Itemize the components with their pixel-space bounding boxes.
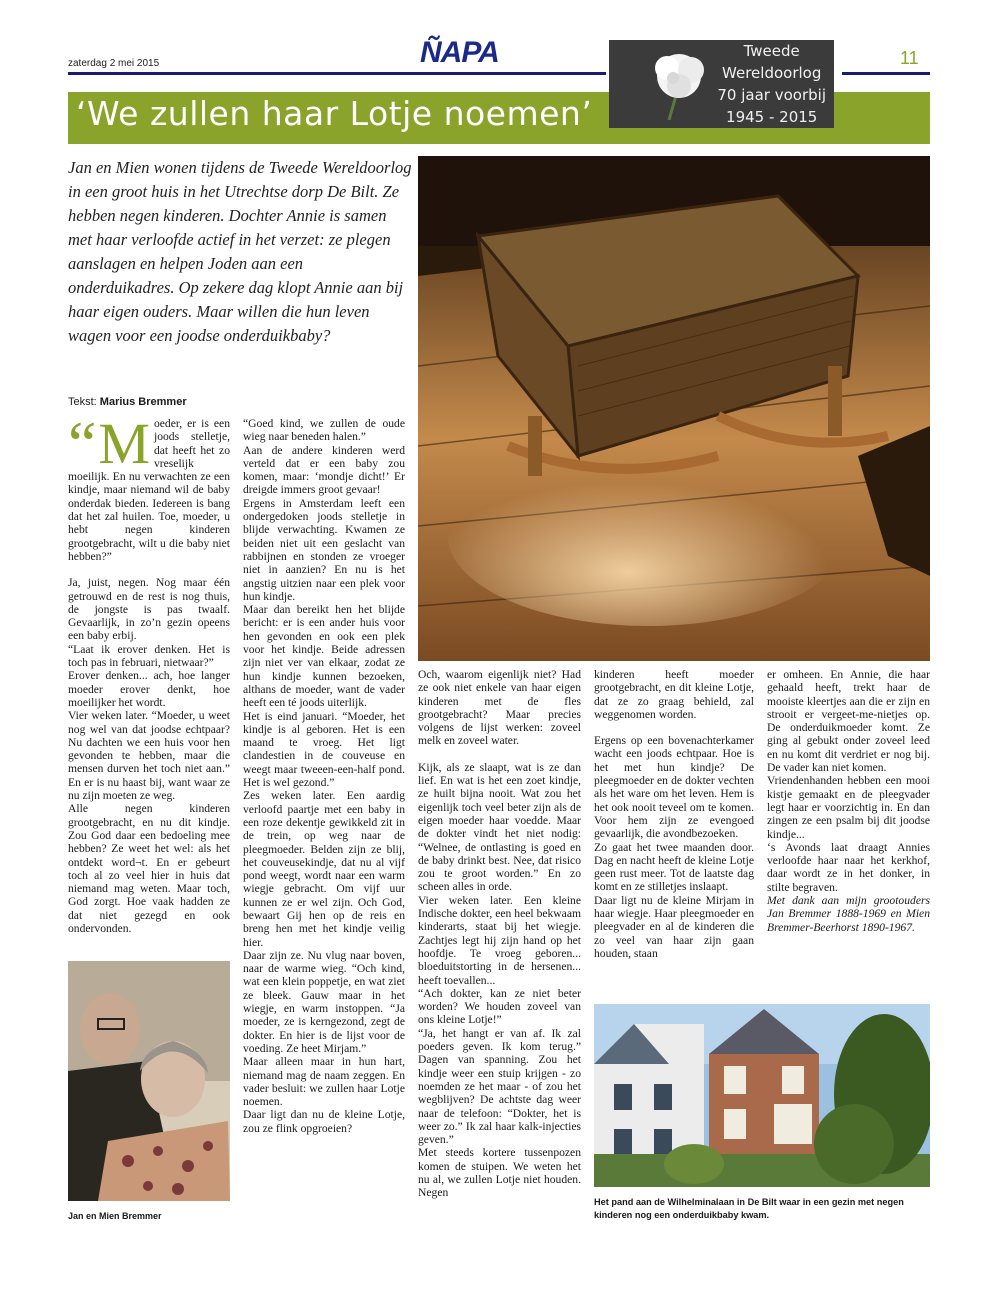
paragraph: oeder, er is een joods stelletje, dat heeft het zo vreselijk moeilijk. En nu verwachten ze een kindje, maar niemand wil de baby onderdak bieden. Iedereen is bang dat het zal huilen. Toe, moeder, u hebt negen kinderen grootgebracht, wilt u die baby niet hebben?” [68, 417, 230, 563]
paragraph: Kijk, als ze slaapt, wat is ze dan lief. En wat is het een zoet kindje, ze huilt bijna nooit. Wat zou het eigenlijk toch veel beter zijn als de eigen moeder haar voedde. Maar de dokter vindt het niet nodig: “Welnee, de ontlasting is goed en de baby drinkt best. Nee, dat risico zou te groot worden.” En zo scheen alles in orde. [418, 760, 581, 894]
byline-author: Marius Bremmer [99, 396, 187, 408]
article-column-4 [594, 668, 754, 960]
paragraph: Vier weken later. Een kleine Indische dokter, een heel bekwaam kinderarts, staat bij het wiegje. Zachtjes legt hij zijn hand op het hoofdje. Te vroeg geboren... bloeduitstorting in de hersenen... heeft toevallen... [418, 893, 581, 987]
article-intro: Jan en Mien wonen tijdens de Tweede Wereldoorlog in een groot huis in het Utrechtse dorp De Bilt. Ze hebben negen kinderen. Dochter Annie is samen met haar verloofde actief in het verzet: ze plegen aanslagen en helpen Joden aan een onderduikadres. Op zekere dag klopt Annie aan bij haar eigen ouders. Maar willen die hun leven wagen voor een joodse onderduikbaby? [68, 158, 412, 345]
paragraph: Met steeds kortere tussenpozen komen de stuipen. We weten het nu al, we zullen Lotje niet houden. Negen [418, 1146, 581, 1200]
paragraph: “Ja, het hangt er van af. Ik zal poeders geven. Ik kom terug.” Dagen van spanning. Zou het kindje weer een stuip krijgen - zo noemden ze het maar - of zou het wegblijven? De achtste dag weer naar de telefoon: “Dokter, het is weer zo.” Ik zal haar kalk-injecties geven.” [418, 1026, 581, 1147]
badge-line-2: Wereldoorlog [722, 64, 822, 82]
paragraph: Daar ligt dan nu de kleine Lotje, zou ze flink opgroeien? [243, 1108, 405, 1135]
couple-photo [68, 961, 230, 1201]
article-title: ‘We zullen haar Lotje noemen’ [76, 94, 593, 133]
article-column-2 [243, 417, 405, 1135]
article-column-3 [418, 668, 581, 1200]
paragraph: Maar dan bereikt hen het blijde bericht: er is een ander huis voor hen gevonden en ook een plek voor het kindje. Beide adressen zijn niet ver van elkaar, zodat ze hun kindje kunnen bezoeken, althans de moeder, want de vader heeft een té joods uiterlijk. [243, 603, 405, 710]
paragraph: Zes weken later. Een aardig verloofd paartje met een baby in een roze dekentje gewikkeld zit in de trein, op weg naar de pleegmoeder. Belden zijn ze blij, het couveusekindje, dat nu al vijf pond weegt, wordt naar een warm wiegje gebracht. Om vijf uur kunnen ze er wel zijn. Och God, bewaart Gij hen op de reis en breng hen met het kindje veilig hier. [243, 789, 405, 949]
house-caption: Het pand aan de Wilhelminalaan in De Bilt waar in een gezin met negen kinderen nog een onderduikbaby kwam. [594, 1197, 904, 1220]
article-column-1 [68, 408, 230, 935]
badge-line-1: Tweede [743, 42, 800, 60]
paragraph: kinderen heeft moeder grootgebracht, en dit kleine Lotje, dat ze zo graag behield, zal weggenomen worden. [594, 668, 754, 721]
dropcap-letter: M [98, 411, 150, 476]
paragraph: “Laat ik erover denken. Het is toch pas in februari, nietwaar?” [68, 642, 230, 670]
byline-label: Tekst: [68, 396, 97, 408]
cradle-photo [418, 156, 930, 661]
paragraph: “Ach dokter, kan ze niet beter worden? We houden zoveel van ons kleine Lotje!” [418, 986, 581, 1027]
couple-caption: Jan en Mien Bremmer [68, 1211, 162, 1221]
paragraph: er omheen. En Annie, die haar gehaald heeft, trekt haar de mooiste kleertjes aan die er zijn en strooit er vergeet-me-nietjes op. De onderduikmoeder komt. Ze ging al gebukt onder zoveel leed en nu komt dit verdriet er nog bij. De vader kan niet komen. [767, 668, 930, 775]
paragraph: Maar alleen maar in hun hart, niemand mag de naam zeggen. En vader besluit: we zullen haar Lotje noemen. [243, 1055, 405, 1109]
house-photo [594, 1004, 930, 1187]
paragraph: Ergens in Amsterdam leeft een ondergedoken joods stelletje in blijde verwachting. Kwamen ze beiden niet uit een geslacht van rabbijnen en stonden ze vroeger niet in aanzien? En nu is het angstig uitzien naar een plek voor hun kindje. [243, 496, 405, 603]
paragraph: Daar ligt nu de kleine Mirjam in haar wiegje. Haar pleegmoeder en pleegvader en al de kinderen die zo veel van haar zijn gaan houden, staan [594, 893, 754, 960]
dropcap-quote: “ [68, 408, 97, 479]
byline [68, 396, 187, 408]
acknowledgement: Met dank aan mijn grootouders Jan Bremmer 1888-1969 en Mien Bremmer-Beerhorst 1890-1967. [767, 894, 930, 934]
paragraph: Zo gaat het twee maanden door. Dag en nacht heeft de kleine Lotje geen rust meer. Tot de laatste dag komt en ze stilletjes inslaapt. [594, 840, 754, 894]
paragraph: Ergens op een bovenachterkamer wacht een joods echtpaar. Hoe is het met hun kindje? De pleegmoeder en de dokter vechten als het ware om het leven. Hem is het ook nooit teveel om te komen. Voor hem zijn ze evengoed gevaarlijk, die avondbezoeken. [594, 734, 754, 841]
paragraph: “Goed kind, we zullen de oude wieg naar beneden halen.” [243, 417, 405, 444]
issue-date: zaterdag 2 mei 2015 [68, 58, 160, 69]
paragraph: ‘s Avonds laat draagt Annies verloofde haar naar het kerkhof, daar wordt ze in het donker, in stilte begraven. [767, 840, 930, 894]
paragraph: Erover denken... ach, hoe langer moeder erover denkt, hoe moeilijker het wordt. [68, 669, 230, 709]
ww2-anniversary-badge [609, 40, 834, 128]
paragraph: Vier weken later. “Moeder, u weet nog wel van dat joodse echtpaar? Nu dachten we een huis voor hen gevonden te hebben, maar die mensen durven het toch niet aan.” En er is nu haast bij, want waar ze nu zijn moeten ze weg. [68, 709, 230, 803]
paragraph: Daar zijn ze. Nu vlug naar boven, naar de warme wieg. “Och kind, wat een klein poppetje, en wat ziet ze bleek. Gauw maar in het wiegje, en warm instoppen. “Ja moeder, ze is kerngezond, zegt de dokter. En hier is de lijst voor de voeding. Ze heet Mirjam.” [243, 948, 405, 1055]
paragraph: Alle negen kinderen grootgebracht, en nu dit kindje. Zou God daar een bedoeling mee hebben? Ze weet het wel: als het ontdekt word¬t. En er gebeurt toch al zo veel hier in huis dat niemand mag weten. Maar toch, God zorgt. Hoe vaak hadden ze dat niet gezegd en ook ondervonden. [68, 802, 230, 935]
article-column-5 [767, 668, 930, 934]
carnation-icon [639, 48, 719, 120]
newspaper-logo: ÑAPA [420, 36, 499, 69]
page-number: 11 [900, 48, 919, 68]
paragraph: Aan de andere kinderen werd verteld dat er een baby zou komen, maar: ‘mondje dicht!’ Er dreigde immers groot gevaar! [243, 443, 405, 497]
paragraph: Het is eind januari. “Moeder, het kindje is al geboren. Het is een maand te vroeg. Het ligt clandestien in de couveuse en weegt maar tweeen-een-half pond. Het is wel gezond.” [243, 709, 405, 790]
badge-line-3: 70 jaar voorbij [717, 86, 826, 104]
paragraph: Och, waarom eigenlijk niet? Had ze ook niet enkele van haar eigen kinderen met de fles grootgebracht? Maar precies volgens de lijst werken: zoveel melk en zoveel water. [418, 668, 581, 748]
paragraph: Ja, juist, negen. Nog maar één getrouwd en de rest is nog thuis, de jongste is pas twaalf. Gevaarlijk, in zo’n gezin opeens een baby erbij. [68, 576, 230, 643]
header-rule [68, 72, 606, 75]
paragraph: Vriendenhanden hebben een mooi kistje gemaakt en de pleegvader legt haar er voorzichtig in. En dan zingen ze een psalm bij dit joodse kindje... [767, 774, 930, 841]
badge-line-4: 1945 - 2015 [726, 108, 818, 126]
header-rule-right [842, 72, 930, 75]
